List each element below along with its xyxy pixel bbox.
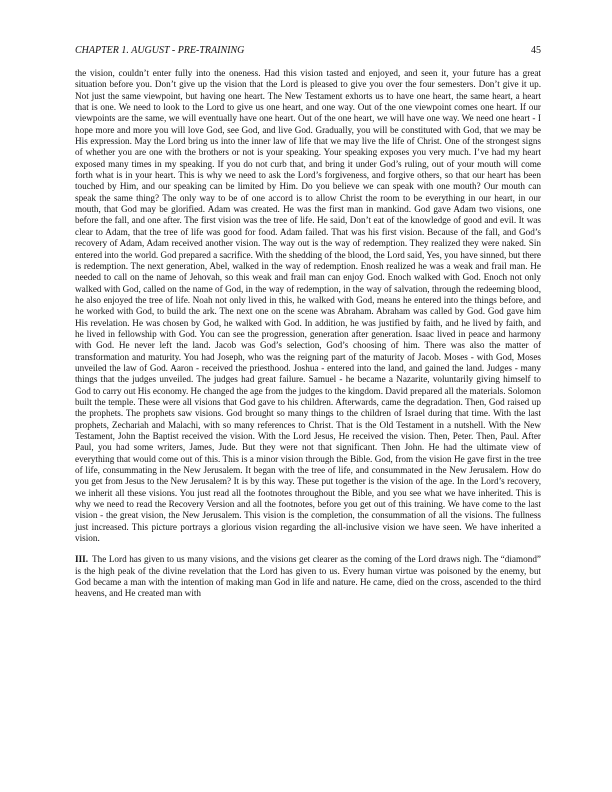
body-text [75,68,541,600]
section-number: III. [75,554,89,565]
chapter-title: CHAPTER 1. AUGUST - PRE-TRAINING [75,45,245,56]
page-number: 45 [531,45,541,56]
paragraph-continuation: the vision, couldn’t enter fully into the oneness. Had this vision tasted and enjoyed, and seen it, your future has a great situation before you. Don’t give up the vision that the Lord is pleased to give you over the four semesters. Don’t give it up. Not just the same viewpoint, but having one heart. The New Testament exhorts us to have one heart, the same heart, a heart that is one. We need to look to the Lord to give us one heart, and one way. Out of the one viewpoint comes one heart. If our viewpoints are the same, we will eventually have one heart. Out of the one heart, we will have one way. We need one heart - I hope more and more you will love God, see God, and live God. Gradually, you will be constituted with God, that we may be His expression. May the Lord bring us into the inner law of life that we may live the life of Christ. One of the strongest signs of whether you are one with the brothers or not is your speaking. Your speaking exposes you very much. I’ve had my heart exposed many times in my speaking. If you do not curb that, and bring it under God’s ruling, out of your mouth will come forth what is in your heart. This is why we need to ask the Lord’s forgiveness, and forgive others, so that our heart has been touched by Him, and our speaking can be limited by Him. Do you believe we can speak with one mouth? Our mouth can speak the same thing? The only way to be of one accord is to allow Christ the room to be everything in our heart, in our mouth, that God may be glorified. Adam was created. He was the first man in mankind. God gave Adam two visions, one before the fall, and one after. The first vision was the tree of life. He said, Don’t eat of the knowledge of good and evil. It was clear to Adam, that the tree of life was good for food. Adam failed. That was his first vision. Because of the fall, and God’s recovery of Adam, Adam received another vision. The way out is the way of redemption. They realized they were naked. Sin entered into the world. God prepared a sacrifice. With the shedding of the blood, the Lord said, Yes, you have sinned, but there is redemption. The next generation, Abel, walked in the way of redemption. Enosh realized he was a weak and frail man. He needed to call on the name of Jehovah, so this weak and frail man can enjoy God. Enoch walked with God. Enoch not only walked with God, called on the name of God, in the way of redemption, in the way of salvation, through the redeeming blood, he also enjoyed the tree of life. Noah not only lived in this, he walked with God, means he entered into the things before, and he worked with God, to build the ark. The next one on the scene was Abraham. Abraham was called by God. God gave him His revelation. He was chosen by God, he walked with God. In addition, he was justified by faith, and he lived by faith, and he lived in fellowship with God. You can see the progression, generation after generation. Isaac lived in peace and harmony with God. He never left the land. Jacob was God’s selection, God’s choosing of him. There was also the matter of transformation and maturity. You had Joseph, who was the reigning part of the maturity of Jacob. Moses - with God, Moses unveiled the law of God. Aaron - received the priesthood. Joshua - entered into the land, and gained the land. Judges - many things that the judges unveiled. The judges had great failure. Samuel - he became a Nazarite, voluntarily giving himself to God to carry out His economy. He changed the age from the judges to the kingdom. David prepared all the materials. Solomon built the temple. These were all visions that God gave to his children. Afterwards, came the degradation. Then, God raised up the prophets. The prophets saw visions. God brought so many things to the children of Israel during that time. With the last prophets, Zechariah and Malachi, with so many references to Christ. That is the Old Testament in a nutshell. With the New Testament, John the Baptist received the vision. With the Lord Jesus, He received the vision. Then, Peter. Then, Paul. After Paul, you had some writers, James, Jude. But they were not that significant. Then John. He had the ultimate view of everything that would come out of this. This is a minor vision through the Bible. God, from the vision He gave first in the tree of life, consummating in the New Jerusalem. It began with the tree of life, and consummated in the New Jerusalem. How do you get from Jesus to the New Jerusalem? It is by this way. These put together is the vision of the age. In the Lord’s recovery, we inherit all these visions. You just read all the footnotes throughout the Bible, and you see what we have inherited. This is why we need to read the Recovery Version and all the footnotes, before you get out of this training. We have come to the last vision - the great vision, the New Jerusalem. This vision is the completion, the consummation of all the visions. The fullness just increased. This picture portrays a glorious vision regarding the all-inclusive vision we have seen. We have inherited a vision. [75,68,541,544]
section-iii-text: The Lord has given to us many visions, and the visions get clearer as the coming of the Lord draws nigh. The “diamond” is the high peak of the divine revelation that the Lord has given to us. Every human virtue was poisoned by the enemy, but God became a man with the intention of making man God in life and nature. He came, died on the cross, ascended to the third heavens, and He created man with [75,554,541,599]
section-iii-paragraph [75,554,541,599]
running-header [75,45,541,57]
